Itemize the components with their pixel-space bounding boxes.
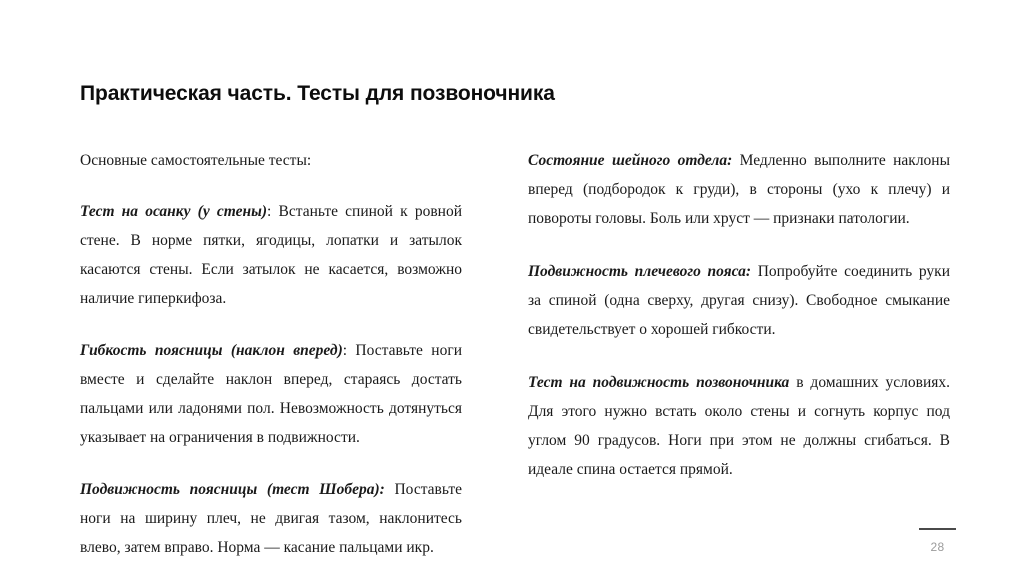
page-number-rule <box>919 528 956 530</box>
test-schober-paragraph <box>80 475 462 562</box>
test-shoulder-girdle-term: Подвижность плечевого пояса: <box>528 263 752 280</box>
test-posture-paragraph <box>80 197 462 313</box>
test-lumbar-flexibility-separator: : <box>342 342 356 359</box>
test-spine-mobility-term: Тест на подвижность позвоночника <box>528 374 790 391</box>
test-lumbar-flexibility-body: Поставьте ноги вместе и сделайте наклон вперед, стараясь достать пальцами или ладонями пол. Невозможность дотянуться указывает на ограничения в подвижности. <box>80 342 462 446</box>
test-cervical-body: Медленно выполните наклоны вперед (подбородок к груди), в стороны (ухо к плечу) и повороты головы. Боль или хруст — признаки патологии. <box>528 152 951 227</box>
right-column <box>528 146 950 508</box>
test-shoulder-girdle-separator <box>751 263 758 280</box>
test-shoulder-girdle-paragraph <box>528 257 950 344</box>
test-lumbar-flexibility-term: Гибкость поясницы (наклон вперед) <box>80 342 343 359</box>
test-schober-term: Подвижность поясницы (тест Шобера): <box>80 481 385 498</box>
test-cervical-term: Состояние шейного отдела: <box>528 152 733 169</box>
left-column <box>80 146 462 562</box>
test-shoulder-girdle-body: Попробуйте соединить руки за спиной (одна сверху, другая снизу). Свободное смыкание свидетельствует о хорошей гибкости. <box>528 263 950 338</box>
test-lumbar-flexibility-paragraph <box>80 336 462 452</box>
test-posture-body: Встаньте спиной к ровной стене. В норме пятки, ягодицы, лопатки и затылок касаются стены. Если затылок не касается, возможно наличие гиперкифоза. <box>80 203 462 307</box>
test-cervical-separator <box>732 152 739 169</box>
test-posture-separator: : <box>267 203 279 220</box>
page-title: Практическая часть. Тесты для позвоночника <box>80 82 555 106</box>
test-cervical-paragraph <box>528 146 950 233</box>
test-spine-mobility-paragraph <box>528 368 950 484</box>
test-posture-term: Тест на осанку (у стены) <box>80 203 268 220</box>
test-spine-mobility-body: в домашних условиях. Для этого нужно встать около стены и согнуть корпус под углом 90 градусов. Ноги при этом не должны сгибаться. В идеале спина остается прямой. <box>528 374 951 478</box>
left-column-lead: Основные самостоятельные тесты: <box>80 152 312 169</box>
page-number: 28 <box>930 540 945 554</box>
test-schober-body: Поставьте ноги на ширину плеч, не двигая тазом, наклонитесь влево, затем вправо. Норма — касание пальцами икр. <box>80 481 462 556</box>
